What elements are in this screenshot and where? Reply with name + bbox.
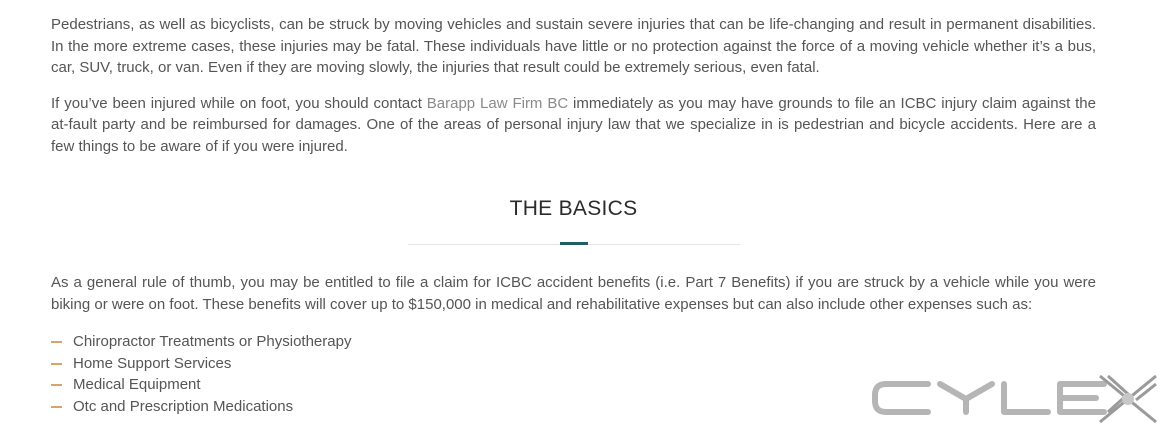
- list-item-label: Chiropractor Treatments or Physiotherapy: [73, 333, 352, 350]
- contact-text-before: If you’ve been injured while on foot, you should contact: [51, 94, 427, 112]
- divider-accent: [560, 242, 588, 245]
- section-heading-basics: THE BASICS: [509, 197, 638, 220]
- list-item-label: Otc and Prescription Medications: [73, 397, 294, 415]
- dash-bullet-icon: [51, 406, 62, 408]
- heading-divider: [408, 242, 740, 245]
- dash-bullet-icon: [51, 363, 62, 365]
- dash-bullet-icon: [51, 384, 62, 386]
- cylex-watermark: [870, 370, 1160, 426]
- firm-link[interactable]: Barapp Law Firm BC: [426, 94, 569, 112]
- intro-paragraph: Pedestrians, as well as bicyclists, can be struck by moving vehicles and sustain severe injuries that can be life-changing and result in permanent disabilities. In the more extreme cases, these injuries may be fatal. These individuals have little or no protection against the force of a moving vehicle whether it’s a bus, car, SUV, truck, or van. Even if they are moving slowly, the injuries that result could be extremely serious, even fatal.: [51, 16, 1096, 76]
- contact-text-after: immediately as you may have grounds to file an ICBC injury claim against the at-fault party and be reimbursed for damages. One of the areas of personal injury law that we specialize in is pedestrian and bicycle accidents. Here are a few things to be aware of if you were injured.: [51, 94, 1096, 155]
- list-item-label: Medical Equipment: [73, 376, 201, 393]
- list-item: [51, 331, 1096, 353]
- list-item-label: Home Support Services: [73, 354, 232, 372]
- contact-paragraph: [51, 93, 1096, 158]
- article-content: [51, 14, 1096, 417]
- cylex-logo-icon: [870, 370, 1160, 426]
- basics-paragraph: As a general rule of thumb, you may be entitled to file a claim for ICBC accident benefits (i.e. Part 7 Benefits) if you are struck by a vehicle while you were biking or were on foot. These benefits will cover up to $150,000 in medical and rehabilitative expenses but can also include other expenses such as:: [51, 274, 1096, 313]
- dash-bullet-icon: [51, 341, 62, 343]
